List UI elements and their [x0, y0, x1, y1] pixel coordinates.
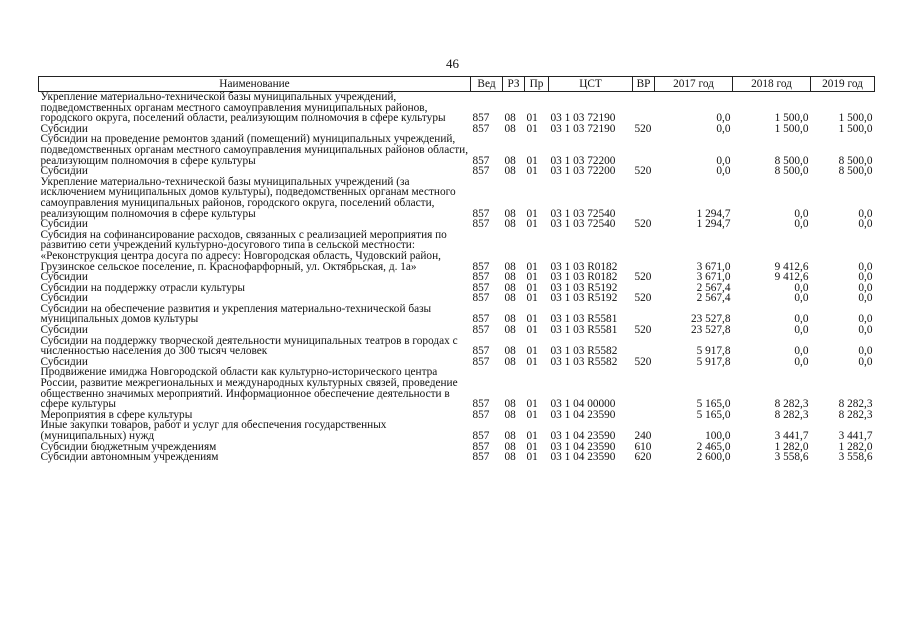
table-row: [39, 367, 875, 409]
cell-vr: [633, 410, 655, 421]
cell-rz: 08: [504, 271, 516, 284]
cell-ved: 857: [472, 440, 490, 453]
cell-2019: 0,0: [858, 292, 873, 305]
cell-name: Субсидия на софинансирование расходов, связанных с реализацией мероприятия по развитию сети учреждений культурно-досугового типа в сельской местности: «Реконструкция центра досуга по адресу: Новгородская область, Чудовский район, Грузинское сельское поселение, п. Краснофарфорный, ул. Октябрьская, д. 1а»: [40, 228, 447, 273]
cell-ved: 857: [472, 398, 490, 411]
cell-2019: 0,0: [858, 218, 873, 231]
cell-vr: 520: [634, 165, 652, 178]
cell-cst: 03 1 03 72190: [550, 122, 616, 135]
cell-vr: [633, 92, 655, 124]
cell-vr: 520: [634, 324, 652, 337]
cell-2017: 0,0: [716, 165, 731, 178]
cell-vr: 620: [634, 451, 652, 464]
cell-2019: 1 500,0: [838, 112, 873, 125]
cell-cst: 03 1 03 R5581: [550, 324, 618, 337]
cell-2018: 1 500,0: [774, 122, 809, 135]
cell-rz: 08: [504, 398, 516, 411]
cell-2018: 1 500,0: [774, 112, 809, 125]
cell-ved: 857: [472, 112, 490, 125]
cell-rz: 08: [504, 281, 516, 294]
cell-vr: 520: [634, 218, 652, 231]
cell-2017: 5 165,0: [696, 408, 731, 421]
cell-vr: [633, 304, 655, 325]
cell-ved: 857: [472, 324, 490, 337]
cell-name: Субсидии: [40, 218, 88, 231]
cell-name: Субсидии на обеспечение развития и укрепления материально-технической базы муниципальных домов культуры: [40, 302, 432, 326]
cell-pr: 01: [526, 408, 538, 421]
cell-rz: 08: [504, 218, 516, 231]
cell-pr: 01: [526, 154, 538, 167]
cell-2017: 2 567,4: [696, 281, 731, 294]
cell-cst: 03 1 03 72190: [550, 112, 616, 125]
cell-2017: 5 165,0: [696, 398, 731, 411]
cell-rz: 08: [504, 345, 516, 358]
cell-vr: [633, 177, 655, 219]
cell-2017: 2 567,4: [696, 292, 731, 305]
cell-2017: 0,0: [716, 154, 731, 167]
cell-name: Субсидии: [40, 355, 88, 368]
cell-2017: 1 294,7: [696, 207, 731, 220]
cell-ved: 857: [472, 122, 490, 135]
table-header-row: [39, 77, 875, 92]
cell-vr: [633, 134, 655, 166]
cell-2017: 5 917,8: [696, 345, 731, 358]
cell-name: Субсидии: [40, 271, 88, 284]
cell-rz: 08: [504, 154, 516, 167]
cell-cst: 03 1 03 R0182: [550, 271, 618, 284]
cell-2017: 2 465,0: [696, 440, 731, 453]
cell-rz: 08: [504, 440, 516, 453]
cell-2019: 8 500,0: [838, 154, 873, 167]
cell-cst: 03 1 04 23590: [550, 430, 616, 442]
cell-2019: 1 282,0: [838, 440, 873, 453]
cell-ved: 857: [472, 281, 490, 294]
cell-2018: 1 282,0: [774, 440, 809, 453]
cell-cst: 03 1 03 R5582: [550, 345, 618, 358]
cell-name: Субсидии автономным учреждениям: [40, 451, 219, 464]
budget-table: [38, 76, 875, 463]
cell-2017: 5 917,8: [696, 355, 731, 368]
cell-name: Укрепление материально-технической базы муниципальных учреждений, подведомственных органам местного самоуправления муниципальных районов, городского округа, поселений области, реализующим полномочия в сфере культуры: [40, 91, 446, 125]
cell-pr: 01: [526, 260, 538, 273]
cell-pr: 01: [526, 281, 538, 294]
cell-name: Продвижение имиджа Новгородской области как культурно-исторического центра России, развитие межрегиональных и международных культурных связей, проведение общественно значимых мероприятий. Информационное обеспечение деятельности в сфере культуры: [40, 366, 458, 411]
cell-pr: 01: [526, 398, 538, 411]
cell-rz: 08: [504, 324, 516, 337]
cell-pr: 01: [526, 112, 538, 125]
cell-name: Субсидии на поддержку отрасли культуры: [40, 281, 246, 294]
cell-vr: 520: [634, 355, 652, 368]
header-2018: 2018 год: [733, 77, 811, 92]
cell-pr: 01: [526, 122, 538, 135]
cell-ved: 857: [472, 430, 490, 442]
cell-rz: 08: [504, 260, 516, 273]
cell-cst: 03 1 04 23590: [550, 440, 616, 453]
cell-2018: 8 282,3: [774, 398, 809, 411]
cell-name: Мероприятия в сфере культуры: [40, 408, 193, 421]
cell-vr: 520: [634, 271, 652, 284]
cell-pr: 01: [526, 440, 538, 453]
cell-2017: 100,0: [705, 430, 731, 442]
cell-ved: 857: [472, 260, 490, 273]
cell-2018: 8 282,3: [774, 408, 809, 421]
table-row: [39, 304, 875, 325]
cell-ved: 857: [472, 408, 490, 421]
cell-2017: 1 294,7: [696, 218, 731, 231]
table-row: [39, 230, 875, 272]
cell-2019: 0,0: [858, 281, 873, 294]
cell-2019: 0,0: [858, 345, 873, 358]
cell-rz: 08: [504, 207, 516, 220]
cell-2019: 0,0: [858, 271, 873, 284]
cell-2019: 8 500,0: [838, 165, 873, 178]
cell-name: Иные закупки товаров, работ и услуг для обеспечения государственных (муниципальных) нужд: [40, 419, 387, 442]
cell-vr: 240: [634, 430, 652, 442]
cell-cst: 03 1 03 72200: [550, 165, 616, 178]
cell-2019: 3 558,6: [838, 451, 873, 464]
cell-2019: 8 282,3: [838, 408, 873, 421]
table-row: [39, 452, 875, 463]
cell-cst: 03 1 04 00000: [550, 398, 616, 411]
cell-2017: 3 671,0: [696, 271, 731, 284]
cell-pr: 01: [526, 451, 538, 464]
table-row: [39, 336, 875, 357]
cell-name: Укрепление материально-технической базы муниципальных учреждений (за исключением муниципальных домов культуры), подведомственных органам местного самоуправления муниципальных районов, городского округа, поселений области, реализующим полномочия в сфере культуры: [40, 175, 456, 220]
cell-2018: 3 441,7: [774, 430, 809, 442]
cell-name: Субсидии на проведение ремонтов зданий (помещений) муниципальных учреждений, подведомственных органам местного самоуправления муниципальных районов области, реализующим полномочия в сфере культуры: [40, 133, 469, 167]
cell-cst: 03 1 04 23590: [550, 451, 616, 464]
cell-2018: 0,0: [794, 355, 809, 368]
cell-name: Субсидии: [40, 292, 88, 305]
cell-ved: 857: [472, 207, 490, 220]
cell-name: Субсидии на поддержку творческой деятельности муниципальных театров в городах с численностью населения до 300 тысяч человек: [40, 334, 458, 358]
cell-2018: 0,0: [794, 324, 809, 337]
cell-cst: 03 1 03 72200: [550, 154, 616, 167]
cell-pr: 01: [526, 345, 538, 358]
cell-rz: 08: [504, 165, 516, 178]
cell-2019: 1 500,0: [838, 122, 873, 135]
table-row: [39, 420, 875, 441]
cell-ved: 857: [472, 313, 490, 326]
cell-pr: 01: [526, 313, 538, 326]
cell-cst: 03 1 03 R0182: [550, 260, 618, 273]
cell-name: Субсидии: [40, 165, 88, 178]
cell-rz: 08: [504, 355, 516, 368]
cell-cst: 03 1 03 R5581: [550, 313, 618, 326]
cell-rz: 08: [504, 408, 516, 421]
cell-pr: 01: [526, 324, 538, 337]
cell-vr: [633, 367, 655, 409]
header-2017: 2017 год: [655, 77, 733, 92]
header-rz: РЗ: [503, 77, 525, 92]
cell-vr: [633, 336, 655, 357]
cell-ved: 857: [472, 292, 490, 305]
cell-cst: 03 1 03 R5192: [550, 292, 618, 305]
cell-2019: 0,0: [858, 260, 873, 273]
cell-2018: 0,0: [794, 345, 809, 358]
cell-ved: 857: [472, 345, 490, 358]
cell-2018: 0,0: [794, 218, 809, 231]
cell-cst: 03 1 04 23590: [550, 408, 616, 421]
cell-cst: 03 1 03 72540: [550, 207, 616, 220]
table-row: [39, 283, 875, 294]
cell-rz: 08: [504, 122, 516, 135]
table-row: [39, 134, 875, 166]
cell-2018: 0,0: [794, 281, 809, 294]
page-number: 46: [446, 56, 459, 71]
cell-ved: 857: [472, 218, 490, 231]
cell-2019: 8 282,3: [838, 398, 873, 411]
cell-rz: 08: [504, 430, 516, 442]
cell-ved: 857: [472, 355, 490, 368]
cell-name: Субсидии бюджетным учреждениям: [40, 440, 217, 453]
cell-ved: 857: [472, 451, 490, 464]
cell-2018: 0,0: [794, 207, 809, 220]
cell-vr: 520: [634, 292, 652, 305]
cell-2017: 0,0: [716, 122, 731, 135]
header-cst: ЦСТ: [549, 77, 633, 92]
header-2019: 2019 год: [811, 77, 875, 92]
cell-pr: 01: [526, 165, 538, 178]
cell-2019: 0,0: [858, 324, 873, 337]
cell-vr: 520: [634, 122, 652, 135]
cell-2017: 23 527,8: [690, 324, 731, 337]
cell-2019: 0,0: [858, 207, 873, 220]
cell-2017: 23 527,8: [690, 313, 731, 326]
cell-ved: 857: [472, 271, 490, 284]
cell-2018: 9 412,6: [774, 271, 809, 284]
cell-pr: 01: [526, 271, 538, 284]
cell-pr: 01: [526, 430, 538, 442]
cell-rz: 08: [504, 112, 516, 125]
header-vr: ВР: [633, 77, 655, 92]
cell-rz: 08: [504, 292, 516, 305]
cell-2018: 8 500,0: [774, 154, 809, 167]
header-name: Наименование: [39, 77, 471, 92]
table-row: [39, 177, 875, 219]
cell-2018: 8 500,0: [774, 165, 809, 178]
cell-2019: 3 441,7: [838, 430, 873, 442]
cell-pr: 01: [526, 207, 538, 220]
cell-ved: 857: [472, 154, 490, 167]
header-ved: Вед: [471, 77, 503, 92]
cell-2017: 2 600,0: [696, 451, 731, 464]
cell-ved: 857: [472, 165, 490, 178]
cell-2018: 0,0: [794, 313, 809, 326]
cell-2017: 0,0: [716, 112, 731, 125]
table-body: [39, 92, 875, 463]
cell-cst: 03 1 03 R5192: [550, 281, 618, 294]
table-row: [39, 92, 875, 124]
cell-rz: 08: [504, 313, 516, 326]
cell-2019: 0,0: [858, 355, 873, 368]
cell-2018: 3 558,6: [774, 451, 809, 464]
cell-2018: 0,0: [794, 292, 809, 305]
header-pr: Пр: [525, 77, 549, 92]
cell-2017: 3 671,0: [696, 260, 731, 273]
cell-rz: 08: [504, 451, 516, 464]
cell-2019: 0,0: [858, 313, 873, 326]
cell-pr: 01: [526, 218, 538, 231]
cell-pr: 01: [526, 292, 538, 305]
cell-2018: 9 412,6: [774, 260, 809, 273]
cell-cst: 03 1 03 R5582: [550, 355, 618, 368]
cell-name: Субсидии: [40, 122, 88, 135]
cell-vr: 610: [634, 440, 652, 453]
cell-vr: [633, 230, 655, 272]
cell-pr: 01: [526, 355, 538, 368]
cell-cst: 03 1 03 72540: [550, 218, 616, 231]
cell-name: Субсидии: [40, 324, 88, 337]
